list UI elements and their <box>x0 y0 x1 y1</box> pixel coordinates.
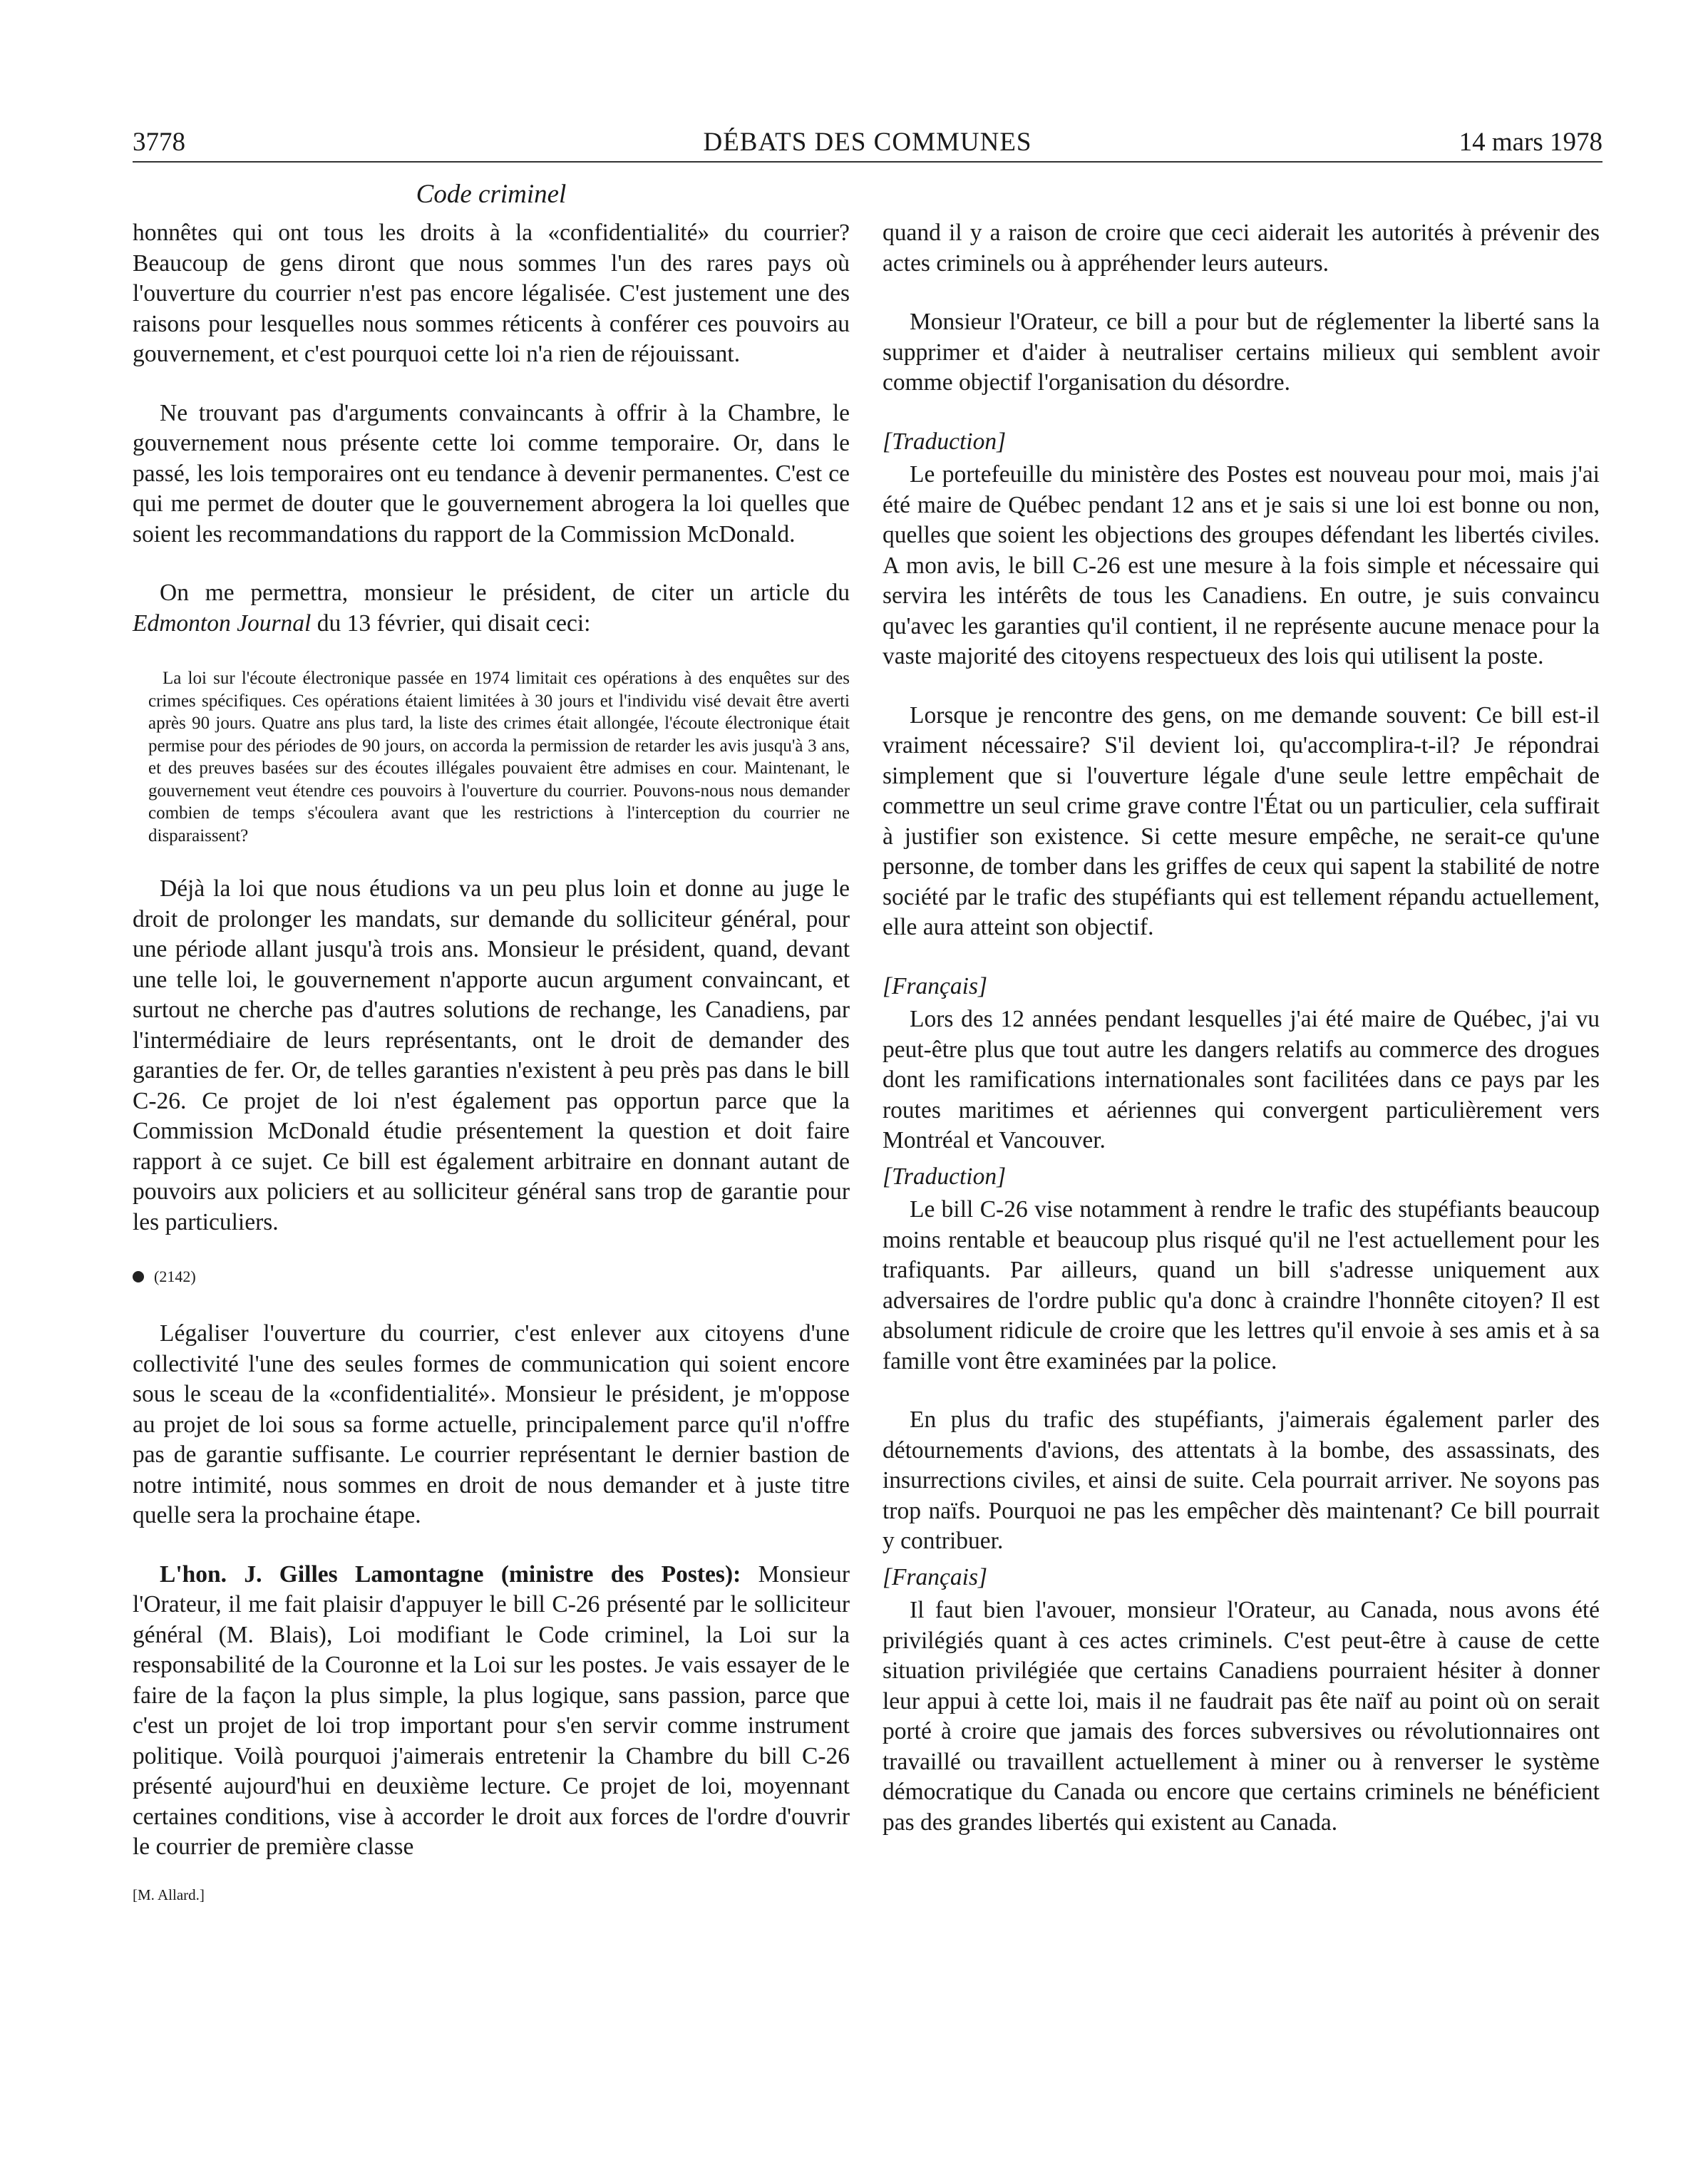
left-column <box>133 218 850 1906</box>
paragraph <box>133 578 850 639</box>
paragraph: Ne trouvant pas d'arguments convaincants à offrir à la Chambre, le gouvernement nous présente cette loi comme temporaire. Or, dans le passé, les lois temporaires ont eu tendance à devenir permanentes. C'est ce qui me permet de douter que le gouvernement abrogera la loi quelles que soient les recommandations du rapport de la Commission McDonald. <box>133 399 850 547</box>
paragraph: Il faut bien l'avouer, monsieur l'Orateur, au Canada, nous avons été privilégiés quant à ces actes criminels. C'est peut-être à cause de cette situation privilégiée que certains Canadiens pourraient hésiter à donner leur appui à cette loi, mais il ne faudrait pas ête naïf au point où on serait porté à croire que jamais des forces subversives ou révolutionnaires ont travaillé ou travaillent actuellement à miner ou à renverser le système démocratique du Canada ou encore que certains criminels ne bénéficient pas des grandes libertés qui existent au Canada. <box>883 1597 1600 1836</box>
paragraph: honnêtes qui ont tous les droits à la «confidentialité» du courrier? Beaucoup de gens diront que nous sommes l'un des rares pays où l'ouverture du courrier n'est pas encore légalisée. C'est justement une des raisons pour lesquelles nous sommes réticents à conférer ces pouvoirs au gouvernement, et c'est pourquoi cette loi n'a rien de réjouissant. <box>133 220 850 367</box>
section-subhead: Code criminel <box>416 180 567 209</box>
paragraph-text: On me permettra, monsieur le président, de citer un article du <box>160 580 850 606</box>
paragraph: Le bill C-26 vise notamment à rendre le trafic des stupéfiants beaucoup moins rentable et beaucoup plus risqué qu'il ne l'est actuellement pour les trafiquants. Par ailleurs, quand un bill s'adresse uniquement aux adversaires de l'ordre public qu'a donc à craindre l'honnête citoyen? Il est absolument ridicule de croire que les lettres qu'il envoie à ses amis et à sa famille vont être examinées par la police. <box>883 1196 1600 1374</box>
page-number: 3778 <box>133 128 185 157</box>
paragraph: Légaliser l'ouverture du courrier, c'est enlever aux citoyens d'une collectivité l'une des seules formes de communication qui soient encore sous le sceau de la «confidentialité». Monsieur le président, je m'oppose au projet de loi sous sa forme actuelle, principalement parce qu'il n'offre pas de garantie suffisante. Le courrier représentant le dernier bastion de notre intimité, nous sommes en droit de nous demander et à juste titre quelle sera la prochaine étape. <box>133 1320 850 1528</box>
speaker-name: L'hon. J. Gilles Lamontagne (ministre des Postes): <box>160 1560 741 1588</box>
time-marker <box>133 1266 850 1287</box>
language-tag: [Français] <box>883 972 988 999</box>
block-quote: La loi sur l'écoute électronique passée en 1974 limitait ces opérations à des enquêtes sur des crimes spécifiques. Ces opérations étaient limitées à 30 jours et l'individu visé devait être averti après 90 jours. Quatre ans plus tard, la liste des crimes était allongée, l'écoute électronique était permise pour des périodes de 90 jours, on accorda la permission de retarder les avis jusqu'à 3 ans, et des preuves basées sur des écoutes illégales pouvaient être admises en cour. Maintenant, le gouvernement veut étendre ces pouvoirs à l'ouverture du courrier. Pouvons-nous nous demander combien de temps s'écoulera avant que les restrictions à l'interception du courrier ne disparaissent? <box>148 669 850 845</box>
paragraph-text: du 13 février, qui disait ceci: <box>311 610 591 637</box>
paragraph: Déjà la loi que nous étudions va un peu plus loin et donne au juge le droit de prolonger les mandats, sur demande du solliciteur général, pour une période allant jusqu'à trois ans. Monsieur le président, quand, devant une telle loi, le gouvernement n'apporte aucun argument convaincant, et surtout ne cherche pas d'autres solutions de rechange, les Canadiens, par l'intermédiaire de leurs représentants, ont le droit de demander des garanties de fer. Or, de telles garanties n'existent à peu près pas dans le bill C-26. Ce projet de loi n'est également pas opportun parce que la Commission McDonald étudie présentement la question et doit faire rapport à ce sujet. Ce bill est également arbitraire en donnant autant de pouvoirs aux policiers et au solliciteur général sans trop de garantie pour les particuliers. <box>133 875 850 1235</box>
speaker-attribution: [M. Allard.] <box>133 1886 205 1903</box>
language-tag: [Traduction] <box>883 428 1007 455</box>
bullet-icon <box>133 1271 144 1282</box>
paragraph: Lors des 12 années pendant lesquelles j'ai été maire de Québec, j'ai vu peut-être plus que tout autre les dangers relatifs au commerce des drogues dont les ramifications internationales sont facilitées dans ce pays par les routes maritimes et aériennes qui convergent particulièrement vers Montréal et Vancouver. <box>883 1006 1600 1153</box>
paragraph: Le portefeuille du ministère des Postes est nouveau pour moi, mais j'ai été maire de Québec pendant 12 ans et je sais si une loi est bonne ou non, quelles que soient les objections des groupes défendant les libertés civiles. A mon avis, le bill C-26 est une mesure à la fois simple et nécessaire qui servira les intérêts de tous les Canadiens. En outre, je suis convaincu qu'avec les garanties qu'il contient, il ne représente aucune menace pour la vaste majorité des citoyens respectueux des lois qui utilisent la poste. <box>883 461 1600 669</box>
language-tag: [Français] <box>883 1563 988 1590</box>
right-column <box>883 218 1600 1866</box>
paragraph-text: Monsieur l'Orateur, il me fait plaisir d'appuyer le bill C-26 présenté par le solliciteur général (M. Blais), Loi modifiant le Code criminel, la Loi sur la responsabilité de la Couronne et la Loi sur les postes. Je vais essayer de le faire de la façon la plus simple, la plus logique, sans passion, parce que c'est un projet de loi trop important pour s'en servir comme instrument politique. Voilà pourquoi j'aimerais entretenir la Chambre du bill C-26 présenté aujourd'hui en deuxième lecture. Ce projet de loi, moyennant certaines conditions, vise à accorder le droit aux forces de l'ordre d'ouvrir le courrier de première classe <box>133 1560 850 1860</box>
page-header <box>133 123 1602 163</box>
publication-date: 14 mars 1978 <box>1459 128 1602 157</box>
header-rule <box>133 161 1602 163</box>
paragraph: En plus du trafic des stupéfiants, j'aimerais également parler des détournements d'avions, des attentats à la bombe, des assassinats, des insurrections civiles, et ainsi de suite. Cela pourrait arriver. Ne soyons pas trop naïfs. Pourquoi ne pas les empêcher dès maintenant? Ce bill pourrait y contribuer. <box>883 1407 1600 1554</box>
language-tag: [Traduction] <box>883 1163 1007 1190</box>
paragraph: Lorsque je rencontre des gens, on me demande souvent: Ce bill est-il vraiment nécessaire? S'il devient loi, qu'accomplira-t-il? Je répondrai simplement que si l'ouverture légale d'une seule lettre empêchait de commettre un seul crime grave contre l'État ou un particulier, cela suffirait à justifier son existence. Si cette mesure empêche, ne serait-ce qu'une personne, de tomber dans les griffes de ceux qui sapent la stabilité de notre société par le trafic des stupéfiants qui est tellement répandu actuellement, elle aura atteint son objectif. <box>883 701 1600 940</box>
paragraph <box>133 1560 850 1863</box>
publication-title: DÉBATS DES COMMUNES <box>703 128 1032 157</box>
paragraph: Monsieur l'Orateur, ce bill a pour but de réglementer la liberté sans la supprimer et d'aider à neutraliser certains milieux qui semblent avoir comme objectif l'organisation du désordre. <box>883 309 1600 396</box>
paragraph: quand il y a raison de croire que ceci aiderait les autorités à prévenir des actes criminels ou à appréhender leurs auteurs. <box>883 220 1600 277</box>
time-marker-text: (2142) <box>154 1267 196 1285</box>
newspaper-title: Edmonton Journal <box>133 610 312 637</box>
